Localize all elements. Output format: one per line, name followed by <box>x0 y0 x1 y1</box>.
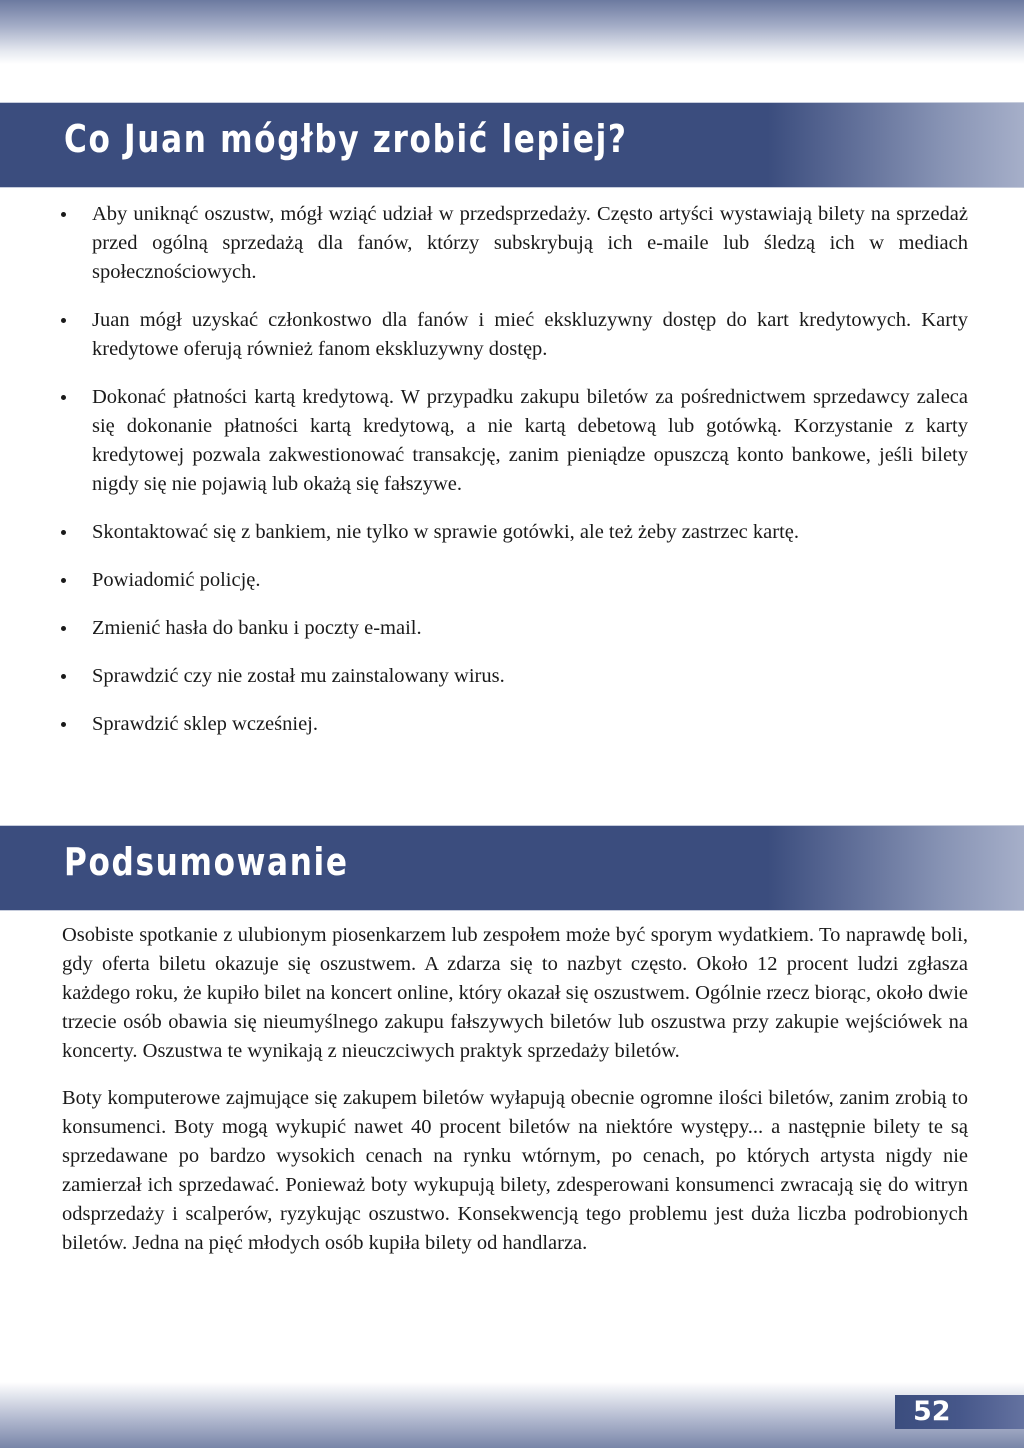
list-item-text: Powiadomić policję. <box>92 569 261 591</box>
summary-body <box>62 921 968 1276</box>
list-item-text: Juan mógł uzyskać członkostwo dla fanów i mieć ekskluzywny dostęp do kart kredytowych. Karty kredytowe oferują również fanom ekskluzywny dostęp. <box>92 309 968 360</box>
list-item <box>60 200 968 287</box>
list-item <box>60 518 968 547</box>
list-item <box>60 662 968 691</box>
bullet-icon <box>61 212 66 217</box>
bullet-icon <box>61 530 66 535</box>
list-item-text: Sprawdzić sklep wcześniej. <box>92 713 318 735</box>
advice-list <box>60 200 968 758</box>
section-header-summary <box>0 825 1024 911</box>
list-item <box>60 614 968 643</box>
list-item-text: Sprawdzić czy nie został mu zainstalowany wirus. <box>92 665 505 687</box>
list-item-text: Zmienić hasła do banku i poczty e-mail. <box>92 617 422 639</box>
list-item-text: Aby uniknąć oszustw, mógł wziąć udział w przedsprzedaży. Często artyści wystawiają bilety na sprzedaż przed ogólną sprzedażą dla fanów, którzy subskrybują ich e-maile lub śledzą ich w mediach społecznościowych. <box>92 203 968 283</box>
bullet-icon <box>61 318 66 323</box>
bullet-icon <box>61 674 66 679</box>
list-item <box>60 710 968 739</box>
summary-paragraph: Osobiste spotkanie z ulubionym piosenkarzem lub zespołem może być sporym wydatkiem. To naprawdę boli, gdy oferta biletu okazuje się oszustwem. A zdarza się to nazbyt często. Około 12 procent ludzi zgłasza każdego roku, że kupiło bilet na koncert online, który okazał się oszustwem. Ogólnie rzecz biorąc, około dwie trzecie osób obawia się nieumyślnego zakupu fałszywych biletów lub oszustwa przy zakupie wejściówek na koncerty. Oszustwa te wynikają z nieuczciwych praktyk sprzedaży biletów. <box>62 924 968 1062</box>
bullet-icon <box>61 395 66 400</box>
bullet-icon <box>61 626 66 631</box>
section-header-improvements <box>0 102 1024 188</box>
bullet-icon <box>61 578 66 583</box>
list-item <box>60 306 968 364</box>
section-title: Co Juan mógłby zrobić lepiej? <box>64 117 628 161</box>
bullet-icon <box>61 722 66 727</box>
section-title: Podsumowanie <box>64 840 349 884</box>
list-item <box>60 566 968 595</box>
top-decorative-band <box>0 0 1024 64</box>
page-number-badge <box>895 1395 1024 1429</box>
list-item-text: Dokonać płatności kartą kredytową. W przypadku zakupu biletów za pośrednictwem sprzedawcy zaleca się dokonanie płatności kartą kredytową, a nie kartą debetową lub gotówką. Korzystanie z karty kredytowej pozwala zakwestionować transakcję, zanim pieniądze opuszczą konto bankowe, jeśli bilety nigdy się nie pojawią lub okażą się fałszywe. <box>92 386 968 495</box>
summary-paragraph: Boty komputerowe zajmujące się zakupem biletów wyłapują obecnie ogromne ilości biletów, zanim zrobią to konsumenci. Boty mogą wykupić nawet 40 procent biletów na niektóre występy... a następnie bilety te są sprzedawane po bardzo wysokich cenach na rynku wtórnym, po cenach, po których artysta nigdy nie zamierzał ich sprzedawać. Ponieważ boty wykupują bilety, zdesperowani konsumenci zwracają się do witryn odsprzedaży i scalperów, ryzykując oszustwo. Konsekwencją tego problemu jest duża liczba podrobionych biletów. Jedna na pięć młodych osób kupiła bilety od handlarza. <box>62 1087 968 1254</box>
bottom-decorative-band <box>0 1382 1024 1448</box>
page-number: 52 <box>913 1396 951 1427</box>
list-item <box>60 383 968 499</box>
list-item-text: Skontaktować się z bankiem, nie tylko w sprawie gotówki, ale też żeby zastrzec kartę. <box>92 521 799 543</box>
